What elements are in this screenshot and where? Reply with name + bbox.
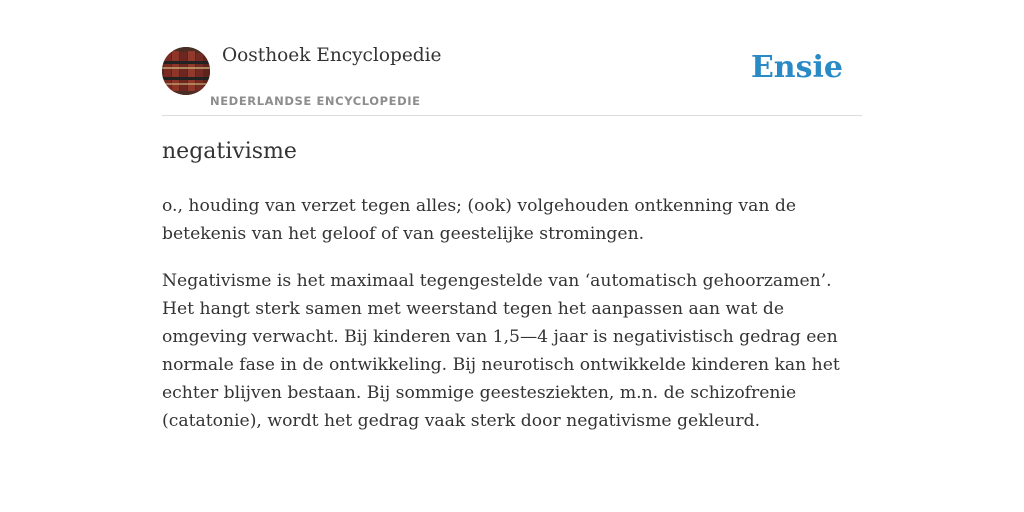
- entry-title: negativisme: [162, 139, 297, 164]
- ensie-logo-link[interactable]: Ensie: [750, 50, 843, 85]
- description-paragraph: Negativisme is het maximaal tegengestelde van ‘automatisch gehoorzamen’. Het hangt sterk samen met weerstand tegen het aanpassen aan wat de omgeving verwacht. Bij kinderen van 1,5—4 jaar is negativistisch gedrag een normale fase in de ontwikkeling. Bij neurotisch ontwikkelde kinderen kan het echter blijven bestaan. Bij sommige geestesziekten, m.n. de schizofrenie (catatonie), wordt het gedrag vaak sterk door negativisme gekleurd.: [162, 271, 840, 431]
- site-name[interactable]: Oosthoek Encyclopedie: [222, 45, 442, 66]
- encyclopedia-books-icon[interactable]: [162, 47, 210, 95]
- header: [162, 0, 862, 116]
- site-subtitle: NEDERLANDSE ENCYCLOPEDIE: [210, 94, 421, 108]
- entry-card: [162, 0, 862, 431]
- entry-body: [162, 192, 864, 454]
- definition-paragraph: o., houding van verzet tegen alles; (ook) volgehouden ontkenning van de betekenis van het geloof of van geestelijke stromingen.: [162, 196, 797, 244]
